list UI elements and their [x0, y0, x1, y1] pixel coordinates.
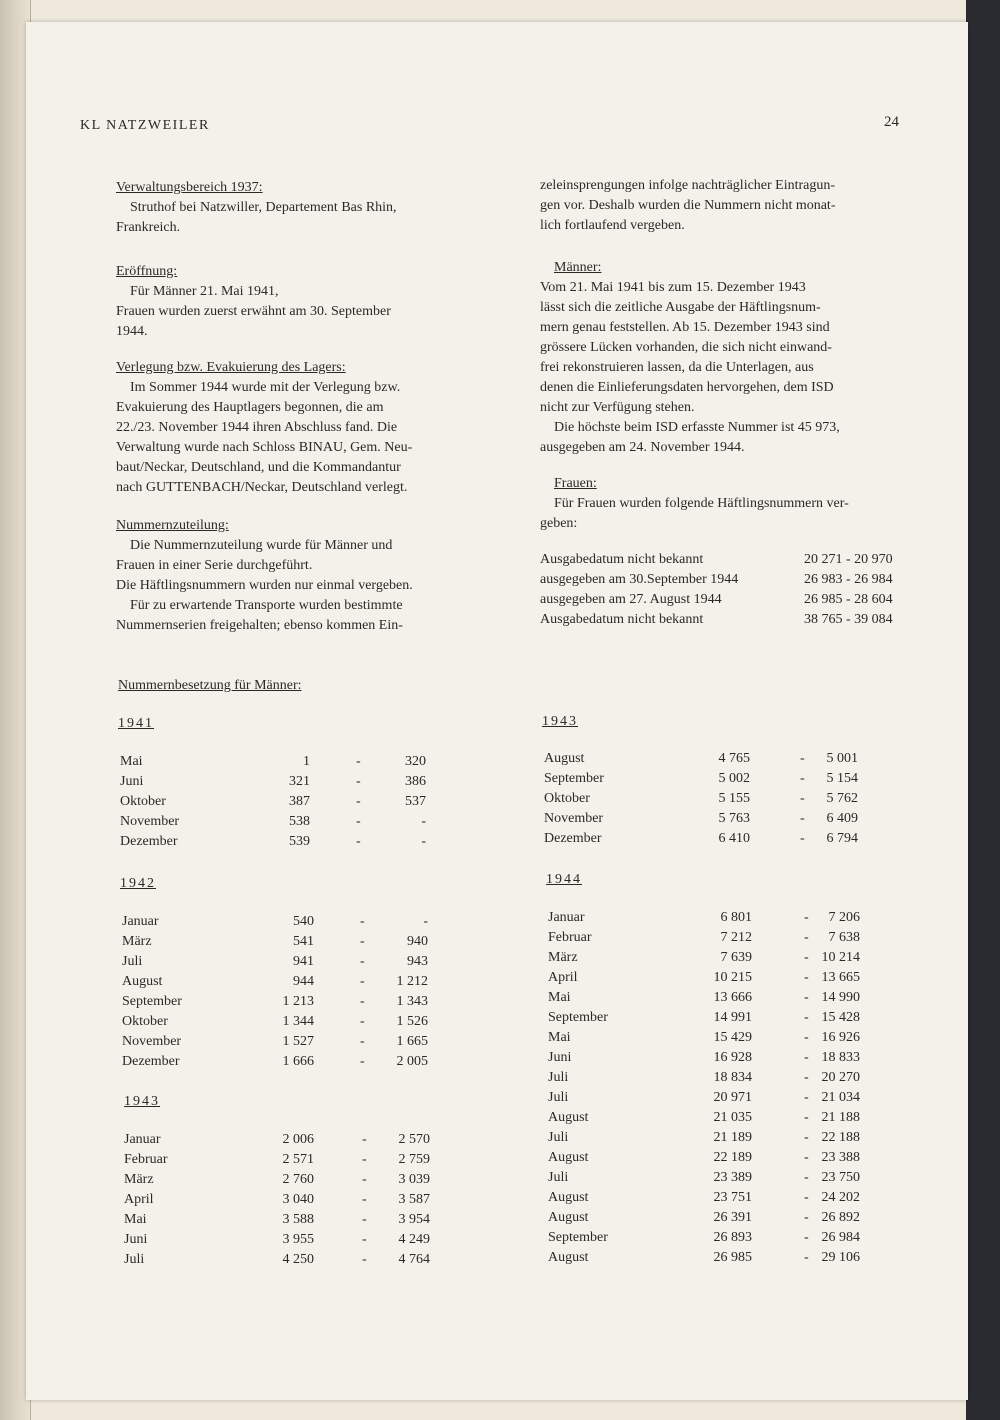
table-row — [548, 1168, 868, 1188]
background-edge — [966, 0, 1000, 1420]
range-start-cell: 4 250 — [282, 1252, 314, 1267]
list-item — [540, 590, 940, 610]
month-cell: Oktober — [120, 794, 166, 809]
range-start-cell: 26 893 — [713, 1230, 752, 1245]
month-cell: April — [548, 970, 578, 985]
range-end-cell: 21 188 — [821, 1110, 860, 1125]
range-end-cell: 7 638 — [828, 930, 860, 945]
range-start-cell: 21 189 — [713, 1130, 752, 1145]
month-cell: März — [122, 934, 152, 949]
month-cell: August — [548, 1110, 589, 1125]
text-line: 22./23. November 1944 ihren Abschluss fand. Die — [116, 420, 398, 435]
range-dash-cell: - — [804, 1130, 809, 1145]
month-cell: Juli — [122, 954, 143, 969]
range-dash-cell: - — [360, 1034, 365, 1049]
text-line: Für Frauen wurden folgende Häftlingsnummern ver- — [554, 496, 849, 511]
range-start-cell: 20 971 — [713, 1090, 752, 1105]
section-heading: Frauen: — [554, 476, 597, 491]
table-row — [548, 1048, 868, 1068]
range-end-cell: 18 833 — [821, 1050, 860, 1065]
range-start-cell: 1 527 — [282, 1034, 314, 1049]
table-row — [544, 749, 864, 769]
month-cell: Dezember — [544, 831, 602, 846]
table-row — [548, 1088, 868, 1108]
range-dash-cell: - — [356, 834, 361, 849]
range-start-cell: 941 — [293, 954, 314, 969]
table-row — [120, 792, 440, 812]
range-end-cell: 537 — [405, 794, 426, 809]
range-start-cell: 1 666 — [282, 1054, 314, 1069]
text-line: Verwaltung wurde nach Schloss BINAU, Gem. Neu- — [116, 440, 413, 455]
range-end-cell: 6 409 — [826, 811, 858, 826]
entry-label: ausgegeben am 27. August 1944 — [540, 592, 722, 607]
range-dash-cell: - — [362, 1132, 367, 1147]
range-dash-cell: - — [804, 1230, 809, 1245]
range-dash-cell: - — [804, 1170, 809, 1185]
range-dash-cell: - — [356, 794, 361, 809]
range-start-cell: 1 213 — [282, 994, 314, 1009]
range-start-cell: 26 391 — [713, 1210, 752, 1225]
month-cell: August — [548, 1210, 589, 1225]
range-end-cell: 15 428 — [821, 1010, 860, 1025]
range-start-cell: 23 389 — [713, 1170, 752, 1185]
section-heading: Nummernzuteilung: — [116, 518, 229, 533]
entry-range: 26 983 - 26 984 — [804, 572, 893, 587]
range-dash-cell: - — [356, 814, 361, 829]
month-cell: Mai — [548, 1030, 571, 1045]
table-row — [548, 1128, 868, 1148]
range-start-cell: 2 571 — [282, 1152, 314, 1167]
table-row — [548, 968, 868, 988]
range-end-cell: 21 034 — [821, 1090, 860, 1105]
range-start-cell: 15 429 — [713, 1030, 752, 1045]
range-dash-cell: - — [356, 774, 361, 789]
table-row — [548, 1028, 868, 1048]
range-end-cell: 1 343 — [396, 994, 428, 1009]
section-continuation — [540, 176, 930, 236]
entry-label: Ausgabedatum nicht bekannt — [540, 612, 704, 627]
month-cell: März — [548, 950, 578, 965]
range-start-cell: 5 763 — [718, 811, 750, 826]
text-line: lässt sich die zeitliche Ausgabe der Häftlingsnum- — [540, 300, 821, 315]
text-line: Die höchste beim ISD erfasste Nummer ist 45 973, — [554, 420, 840, 435]
range-start-cell: 540 — [293, 914, 314, 929]
section-heading: Verlegung bzw. Evakuierung des Lagers: — [116, 360, 346, 375]
range-end-cell: 20 270 — [821, 1070, 860, 1085]
range-start-cell: 5 002 — [718, 771, 750, 786]
document-page — [26, 22, 968, 1400]
range-end-cell: 386 — [405, 774, 426, 789]
month-cell: Juli — [124, 1252, 145, 1267]
month-cell: Oktober — [544, 791, 590, 806]
text-line: geben: — [540, 516, 578, 531]
range-dash-cell: - — [804, 1150, 809, 1165]
text-line: zeleinsprengungen infolge nachträglicher Eintragun- — [540, 178, 836, 193]
range-start-cell: 21 035 — [713, 1110, 752, 1125]
range-end-cell: 10 214 — [821, 950, 860, 965]
table-row — [122, 1012, 442, 1032]
month-cell: Mai — [548, 990, 571, 1005]
range-end-cell: 23 750 — [821, 1170, 860, 1185]
entry-label: Ausgabedatum nicht bekannt — [540, 552, 704, 567]
range-dash-cell: - — [362, 1172, 367, 1187]
range-start-cell: 3 588 — [282, 1212, 314, 1227]
section-verwaltungsbereich — [116, 178, 496, 238]
section-heading: Männer: — [554, 260, 602, 275]
entry-range: 38 765 - 39 084 — [804, 612, 893, 627]
range-end-cell: 16 926 — [821, 1030, 860, 1045]
text-line: lich fortlaufend vergeben. — [540, 218, 685, 233]
year-heading: 1941 — [118, 716, 154, 731]
table-row — [122, 912, 442, 932]
range-end-cell: 1 526 — [396, 1014, 428, 1029]
range-start-cell: 538 — [289, 814, 310, 829]
text-line: Im Sommer 1944 wurde mit der Verlegung bzw. — [130, 380, 401, 395]
range-dash-cell: - — [360, 1054, 365, 1069]
range-end-cell: 24 202 — [821, 1190, 860, 1205]
range-start-cell: 387 — [289, 794, 310, 809]
text-line: Für Männer 21. Mai 1941, — [130, 284, 279, 299]
text-line: Die Häftlingsnummern wurden nur einmal vergeben. — [116, 578, 413, 593]
text-line: 1944. — [116, 324, 148, 339]
table-row — [122, 1032, 442, 1052]
range-dash-cell: - — [804, 1110, 809, 1125]
month-cell: März — [124, 1172, 154, 1187]
range-start-cell: 16 928 — [713, 1050, 752, 1065]
range-end-cell: 1 665 — [396, 1034, 428, 1049]
table-row — [548, 1108, 868, 1128]
range-end-cell: 6 794 — [826, 831, 858, 846]
table-row — [548, 948, 868, 968]
range-start-cell: 26 985 — [713, 1250, 752, 1265]
entry-range: 20 271 - 20 970 — [804, 552, 893, 567]
range-end-cell: - — [421, 834, 426, 849]
text-line: Die Nummernzuteilung wurde für Männer und — [130, 538, 393, 553]
range-start-cell: 944 — [293, 974, 314, 989]
text-line: Evakuierung des Hauptlagers begonnen, die am — [116, 400, 384, 415]
table-row — [548, 1008, 868, 1028]
year-heading: 1944 — [546, 872, 582, 887]
text-line: denen die Einlieferungsdaten hervorgehen, dem ISD — [540, 380, 834, 395]
range-end-cell: 943 — [407, 954, 428, 969]
range-dash-cell: - — [360, 974, 365, 989]
table-row — [124, 1230, 444, 1250]
table-row — [124, 1190, 444, 1210]
range-start-cell: 2 006 — [282, 1132, 314, 1147]
text-line: mern genau feststellen. Ab 15. Dezember 1943 sind — [540, 320, 830, 335]
table-row — [120, 812, 440, 832]
section-frauen — [540, 474, 930, 534]
table-row — [548, 1228, 868, 1248]
month-cell: September — [544, 771, 604, 786]
month-cell: August — [122, 974, 163, 989]
range-dash-cell: - — [362, 1152, 367, 1167]
table-row — [548, 1248, 868, 1268]
range-start-cell: 10 215 — [713, 970, 752, 985]
year-heading: 1943 — [124, 1094, 160, 1109]
month-cell: Juli — [548, 1090, 569, 1105]
range-end-cell: 1 212 — [396, 974, 428, 989]
range-start-cell: 3 040 — [282, 1192, 314, 1207]
year-heading: 1942 — [120, 876, 156, 891]
range-end-cell: 7 206 — [828, 910, 860, 925]
range-start-cell: 1 — [303, 754, 310, 769]
range-dash-cell: - — [362, 1192, 367, 1207]
month-cell: Mai — [124, 1212, 147, 1227]
range-dash-cell: - — [800, 751, 805, 766]
month-cell: Januar — [122, 914, 159, 929]
range-dash-cell: - — [804, 1030, 809, 1045]
range-end-cell: - — [423, 914, 428, 929]
section-maenner — [540, 258, 930, 458]
text-line: Frauen wurden zuerst erwähnt am 30. September — [116, 304, 391, 319]
section-verlegung — [116, 358, 496, 498]
range-end-cell: 22 188 — [821, 1130, 860, 1145]
text-line: Für zu erwartende Transporte wurden bestimmte — [130, 598, 403, 613]
month-cell: August — [548, 1150, 589, 1165]
range-start-cell: 4 765 — [718, 751, 750, 766]
month-cell: Dezember — [122, 1054, 180, 1069]
range-dash-cell: - — [360, 1014, 365, 1029]
range-end-cell: 3 039 — [398, 1172, 430, 1187]
month-cell: Oktober — [122, 1014, 168, 1029]
range-end-cell: - — [421, 814, 426, 829]
table-row — [122, 932, 442, 952]
table-row — [122, 952, 442, 972]
month-cell: April — [124, 1192, 154, 1207]
table-row — [548, 988, 868, 1008]
range-end-cell: 23 388 — [821, 1150, 860, 1165]
entry-range: 26 985 - 28 604 — [804, 592, 893, 607]
month-cell: September — [548, 1010, 608, 1025]
range-dash-cell: - — [804, 1090, 809, 1105]
table-row — [544, 829, 864, 849]
month-cell: Juli — [548, 1070, 569, 1085]
range-dash-cell: - — [804, 1070, 809, 1085]
list-item — [540, 610, 940, 630]
table-row — [120, 772, 440, 792]
range-start-cell: 7 639 — [720, 950, 752, 965]
range-start-cell: 23 751 — [713, 1190, 752, 1205]
range-dash-cell: - — [800, 791, 805, 806]
text-line: baut/Neckar, Deutschland, und die Kommandantur — [116, 460, 401, 475]
range-dash-cell: - — [804, 970, 809, 985]
text-line: Frauen in einer Serie durchgeführt. — [116, 558, 313, 573]
range-end-cell: 3 587 — [398, 1192, 430, 1207]
text-line: Struthof bei Natzwiller, Departement Bas Rhin, — [130, 200, 397, 215]
month-cell: Juni — [124, 1232, 148, 1247]
table-row — [544, 789, 864, 809]
month-cell: Februar — [124, 1152, 168, 1167]
range-end-cell: 940 — [407, 934, 428, 949]
month-cell: August — [548, 1250, 589, 1265]
table-row — [124, 1150, 444, 1170]
range-dash-cell: - — [804, 910, 809, 925]
range-start-cell: 1 344 — [282, 1014, 314, 1029]
range-end-cell: 14 990 — [821, 990, 860, 1005]
range-dash-cell: - — [362, 1252, 367, 1267]
month-cell: November — [544, 811, 604, 826]
range-end-cell: 3 954 — [398, 1212, 430, 1227]
text-line: grössere Lücken vorhanden, die sich nicht einwand- — [540, 340, 832, 355]
range-dash-cell: - — [804, 1250, 809, 1265]
text-line: nach GUTTENBACH/Neckar, Deutschland verlegt. — [116, 480, 408, 495]
table-row — [544, 769, 864, 789]
range-start-cell: 3 955 — [282, 1232, 314, 1247]
range-start-cell: 13 666 — [713, 990, 752, 1005]
range-end-cell: 5 154 — [826, 771, 858, 786]
range-end-cell: 4 249 — [398, 1232, 430, 1247]
month-cell: August — [544, 751, 585, 766]
range-end-cell: 13 665 — [821, 970, 860, 985]
table-row — [548, 1148, 868, 1168]
month-cell: September — [548, 1230, 608, 1245]
range-dash-cell: - — [804, 950, 809, 965]
text-line: nicht zur Verfügung stehen. — [540, 400, 695, 415]
range-end-cell: 26 984 — [821, 1230, 860, 1245]
range-start-cell: 7 212 — [720, 930, 752, 945]
list-item — [540, 570, 940, 590]
table-row — [544, 809, 864, 829]
month-cell: September — [122, 994, 182, 1009]
range-start-cell: 18 834 — [713, 1070, 752, 1085]
month-cell: Mai — [120, 754, 143, 769]
range-dash-cell: - — [800, 831, 805, 846]
month-cell: November — [120, 814, 180, 829]
range-end-cell: 5 001 — [826, 751, 858, 766]
section-heading: Eröffnung: — [116, 264, 178, 279]
range-start-cell: 2 760 — [282, 1172, 314, 1187]
table-row — [124, 1130, 444, 1150]
range-start-cell: 6 410 — [718, 831, 750, 846]
table-row — [122, 1052, 442, 1072]
range-end-cell: 4 764 — [398, 1252, 430, 1267]
table-row — [122, 972, 442, 992]
page-header-title: KL NATZWEILER — [80, 118, 210, 133]
table-row — [120, 752, 440, 772]
range-end-cell: 320 — [405, 754, 426, 769]
range-dash-cell: - — [804, 1050, 809, 1065]
table-row — [548, 1188, 868, 1208]
month-cell: Februar — [548, 930, 592, 945]
month-cell: Juni — [548, 1050, 572, 1065]
range-start-cell: 321 — [289, 774, 310, 789]
month-cell: November — [122, 1034, 182, 1049]
section-heading: Verwaltungsbereich 1937: — [116, 180, 263, 195]
range-dash-cell: - — [800, 771, 805, 786]
month-cell: Juli — [548, 1170, 569, 1185]
range-dash-cell: - — [356, 754, 361, 769]
page-number: 24 — [884, 114, 899, 130]
range-end-cell: 5 762 — [826, 791, 858, 806]
table-row — [124, 1250, 444, 1270]
text-line: frei rekonstruieren lassen, da die Unterlagen, aus — [540, 360, 814, 375]
range-end-cell: 2 005 — [396, 1054, 428, 1069]
text-line: Vom 21. Mai 1941 bis zum 15. Dezember 1943 — [540, 280, 806, 295]
year-heading: 1943 — [542, 714, 578, 729]
table-row — [548, 1068, 868, 1088]
month-cell: August — [548, 1190, 589, 1205]
range-start-cell: 14 991 — [713, 1010, 752, 1025]
range-dash-cell: - — [360, 994, 365, 1009]
table-row — [124, 1170, 444, 1190]
range-dash-cell: - — [360, 914, 365, 929]
range-end-cell: 2 570 — [398, 1132, 430, 1147]
month-cell: Januar — [548, 910, 585, 925]
text-line: Frankreich. — [116, 220, 181, 235]
range-end-cell: 2 759 — [398, 1152, 430, 1167]
month-cell: Dezember — [120, 834, 178, 849]
frauen-number-list — [540, 550, 940, 630]
table-row — [548, 908, 868, 928]
range-end-cell: 29 106 — [821, 1250, 860, 1265]
range-start-cell: 6 801 — [720, 910, 752, 925]
table-row — [122, 992, 442, 1012]
range-start-cell: 539 — [289, 834, 310, 849]
range-end-cell: 26 892 — [821, 1210, 860, 1225]
table-row — [548, 1208, 868, 1228]
range-dash-cell: - — [360, 934, 365, 949]
range-dash-cell: - — [362, 1232, 367, 1247]
range-start-cell: 5 155 — [718, 791, 750, 806]
range-dash-cell: - — [362, 1212, 367, 1227]
range-dash-cell: - — [804, 930, 809, 945]
range-dash-cell: - — [804, 1010, 809, 1025]
month-cell: Juli — [548, 1130, 569, 1145]
text-line: Nummernserien freigehalten; ebenso kommen Ein- — [116, 618, 403, 633]
entry-label: ausgegeben am 30.September 1944 — [540, 572, 739, 587]
text-line: ausgegeben am 24. November 1944. — [540, 440, 745, 455]
range-dash-cell: - — [360, 954, 365, 969]
table-heading: Nummernbesetzung für Männer: — [118, 678, 302, 693]
month-cell: Januar — [124, 1132, 161, 1147]
list-item — [540, 550, 940, 570]
table-row — [124, 1210, 444, 1230]
section-eroeffnung — [116, 262, 496, 342]
range-dash-cell: - — [804, 1190, 809, 1205]
range-dash-cell: - — [804, 990, 809, 1005]
month-cell: Juni — [120, 774, 144, 789]
text-line: gen vor. Deshalb wurden die Nummern nicht monat- — [540, 198, 836, 213]
range-start-cell: 541 — [293, 934, 314, 949]
table-row — [120, 832, 440, 852]
range-dash-cell: - — [800, 811, 805, 826]
table-row — [548, 928, 868, 948]
section-nummernzuteilung — [116, 516, 496, 636]
range-dash-cell: - — [804, 1210, 809, 1225]
range-start-cell: 22 189 — [713, 1150, 752, 1165]
